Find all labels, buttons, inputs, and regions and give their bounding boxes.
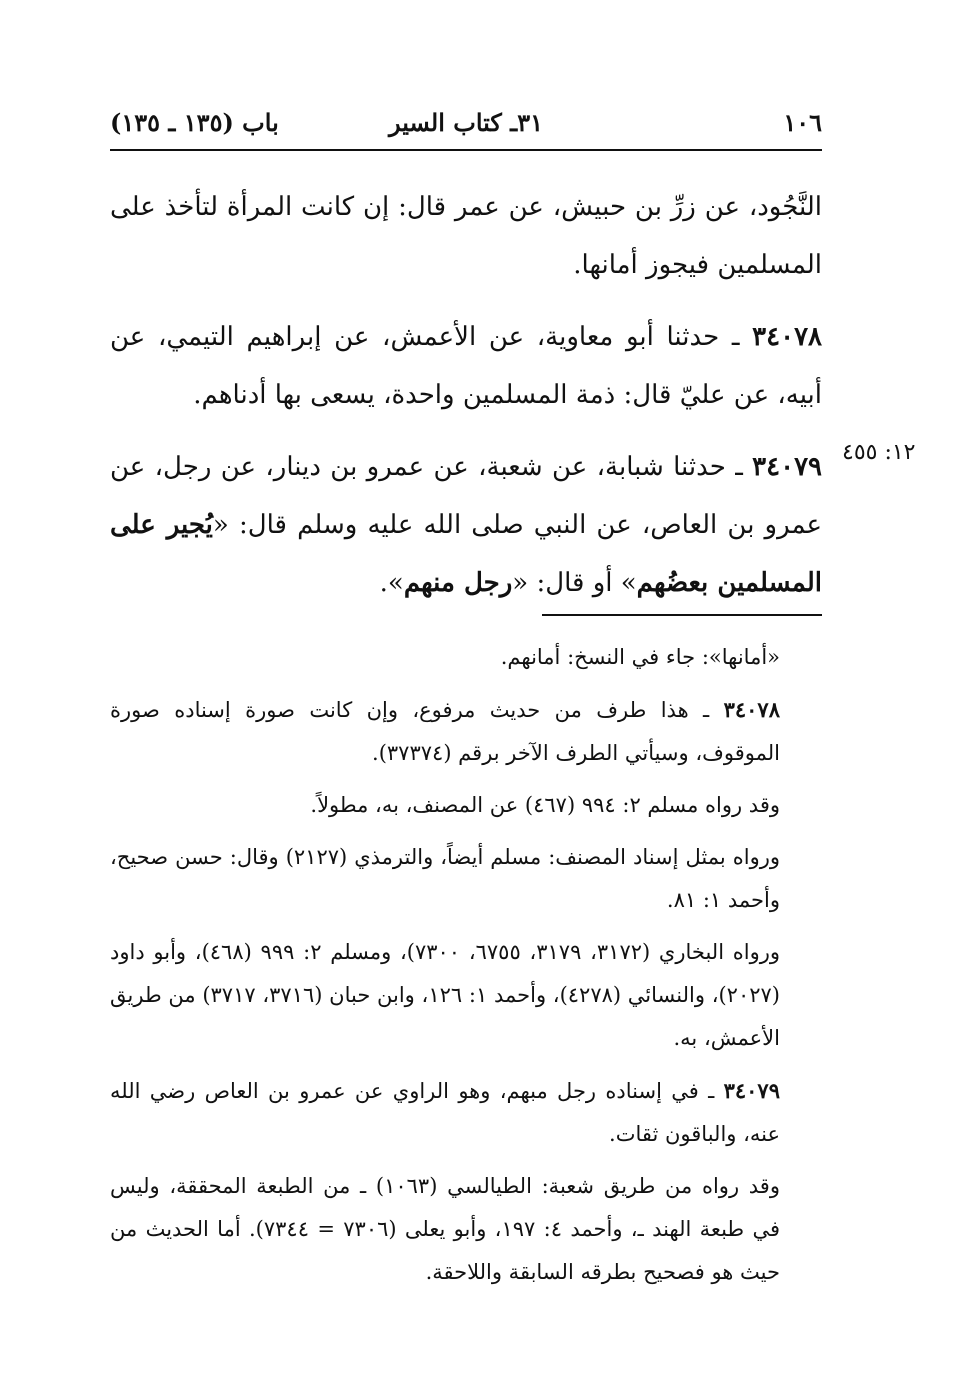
footnote-text: ـ هذا طرف من حديث مرفوع، وإن كانت صورة إسناده صورة الموقوف، وسيأتي الطرف الآخر برقم (٣٧٣٧٤). [110,698,780,765]
footnote: ورواه بمثل إسناد المصنف: مسلم أيضاً، والترمذي (٢١٢٧) وقال: حسن صحيح، وأحمد ١: ٨١. [110,845,780,912]
header-rule [110,149,822,151]
footnote-number: ٣٤٠٧٩ [723,1078,780,1103]
footnote-separator [542,614,822,616]
hadith-34078 [110,308,822,424]
margin-reference: ١٢: ٤٥٥ [842,440,916,465]
footnote [110,1069,822,1156]
footnote: «أمانها»: جاء في النسخ: أمانهم. [500,645,780,669]
page-number: ١٠٦ [783,108,822,137]
hadith-text: » أو قال: « [512,568,637,598]
main-text [110,178,822,626]
hadith-text: ـ حدثنا أبو معاوية، عن الأعمش، عن إبراهيم التيمي، عن أبيه، عن عليّ قال: ذمة المسلمين واحدة، يسعى بها أدناهم. [110,322,822,410]
footnote-text: ـ في إسناده رجل مبهم، وهو الراوي عن عمرو بن العاص رضي الله عنه، والباقون ثقات. [110,1079,780,1146]
footnote [110,688,822,775]
footnote: ورواه البخاري (٣١٧٢، ٣١٧٩، ٦٧٥٥، ٧٣٠٠)، ومسلم ٢: ٩٩٩ (٤٦٨)، وأبو داود (٢٠٢٧)، والنسائي (٤٢٧٨)، وأحمد ١: ١٢٦، وابن حبان (٣٧١٦، ٣٧١٧) من طريق الأعمش، به. [110,940,781,1050]
footnote: وقد رواه من طريق شعبة: الطيالسي (١٠٦٣) ـ من الطبعة المحققة، وليس في طبعة الهند ـ، وأحمد ٤: ١٩٧، وأبو يعلى (٧٣٠٦ = ٧٣٤٤). أما الحديث من حيث هو فصحيح بطرقه السابقة واللاحقة. [110,1174,780,1284]
hadith-text: ـ حدثنا شبابة، عن شعبة، عن عمرو بن دينار، عن رجل، عن عمرو بن العاص، عن النبي صلى الله عليه وسلم قال: « [110,452,822,540]
footnote-number: ٣٤٠٧٨ [723,697,780,722]
hadith-text: ». [379,568,404,598]
hadith-number: ٣٤٠٧٩ [752,452,822,482]
hadith-quote: يُجير على المسلمين بعضُهم [110,510,822,598]
book-title: ٣١ـ كتاب السير [389,108,543,137]
footnotes [110,636,822,1303]
hadith-quote: رجل منهم [403,568,513,598]
hadith-34079 [110,438,822,612]
chapter-title: باب (١٣٥ ـ ١٣٥) [110,108,279,137]
running-header [110,104,822,144]
paragraph-continuation: النَّجُود، عن زرِّ بن حبيش، عن عمر قال: إن كانت المرأة لتأخذ على المسلمين فيجوز أمانها. [110,192,822,280]
hadith-number: ٣٤٠٧٨ [752,322,822,352]
footnote: وقد رواه مسلم ٢: ٩٩٤ (٤٦٧) عن المصنف، به، مطولاً. [310,793,780,817]
